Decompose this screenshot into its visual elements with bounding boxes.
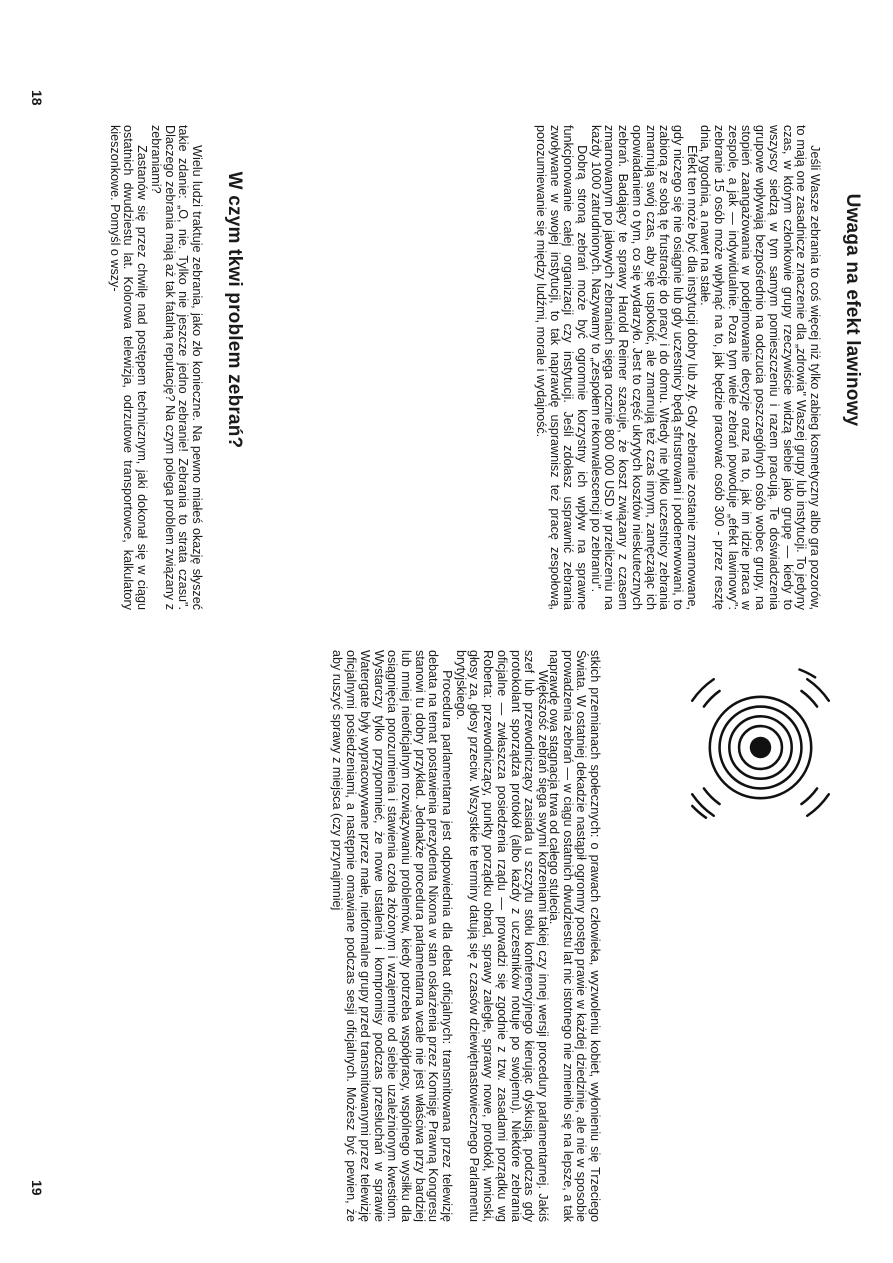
paragraph: Zastanów się przez chwilę nad postępem technicznym, jaki dokonał się w ciągu ostatnich dwudziestu lat. Kolorowa telewizja, odrzutowe transportowce, kalkulatory kieszonkowe. Pomyśl o wszy- (107, 125, 150, 610)
page-number: 19 (29, 1180, 45, 1196)
paragraph: Wielu ludzi traktuje zebrania, jako zło konieczne. Na pewno miałeś okazję słyszeć takie zdanie: „O, nie. Tylko nie jeszcze jedno zebranie! Zebrania to strata czasu". Dlaczego zebrania mają aż tak fatalną reputację? Na czym polega problem związany z zebraniami? (148, 125, 204, 610)
paragraph: stkich przemianach społecznych: o prawach człowieka, wyzwoleniu kobiet, wyłonieniu się Trzeciego Świata. W ostatniej dekadzie nastąpił ogromny postęp prawie w każdej dziedzinie, ale nie w sposobie prowadzenia zebrań — w ciągu ostatnich dwudziestu lat nic istotnego nie zmieniło się na lepsze, a tak naprawdę owa stagnacja trwa od całego stulecia. (546, 650, 602, 1222)
section-body-procedure (330, 650, 549, 1222)
paragraph: Efekt ten może być dla instytucji dobry lub zły. Gdy zebranie zostanie zmarnowane, gdy niczego się nie osiągnie lub gdy uczestnicy będą sfrustrowani i podenerwowani, to zabiorą ze sobą tę frustrację do pracy i do domu. Wtedy nie tylko uczestnicy zebrania zmarnują swój czas, aby się uspokoić, ale zmarnują też czas innym, zamęczając ich opowiadaniem o tym, co się wydarzyło. Jest to część ukrytych kosztów nieskutecznych zebrań. Badający te sprawy Harold Reimer szacuje, że koszt związany z czasem zmarnowanym po jałowych zebraniach sięga rocznie 800 000 USD w przeliczeniu na każdy 1000 zatrudnionych. Nazywamy to „zespołem rekonwalescencji po zebraniu". (588, 125, 699, 610)
section-title-problem: W czym tkwi problem zebrań? (224, 171, 245, 449)
paragraph: Większość zebrań sięga swymi korzeniami takiej czy innej wersji procedury parlamentarnej. Jakiś szef lub przewodniczący zasiada u szczytu stołu konferencyjnego kierując dyskusją, podczas gdy protokolant sporządza protokół (albo każdy z uczestników notuje po swojemu). Niektóre zebrania oficjalne — zwłaszcza posiedzenia rządu — prowadzi się zgodnie z tzw. zasadami porządku wg Roberta: przewodniczący, punkty porządku obrad, sprawy zaległe, sprawy nowe, protokół, wnioski, głosy za, głosy przeciw. Wszystkie te terminy datują się z czasów dziewiętnastowiecznego Parlamentu brytyjskiego. (453, 650, 550, 1222)
concentric-ripples-icon (663, 650, 858, 845)
paragraph: Dobrą stroną zebrań może być ogromnie korzystny ich wpływ na sprawne funkcjonowanie całej organizacji czy instytucji. Jeśli zdołasz usprawnić zebrania zwoływane w swojej instytucji, to tak naprawdę usprawnisz też pracę zespołową, porozumiewanie się między ludźmi, morale i wydajność. (533, 125, 590, 610)
section-body-problem (107, 125, 203, 610)
section-title-avalanche: Uwaga na efekt lawinowy (842, 193, 863, 427)
page-19 (0, 620, 893, 1263)
continued-paragraph (546, 650, 601, 1222)
page-number: 18 (29, 90, 45, 106)
page-18 (0, 0, 893, 620)
paragraph: Jeśli Wasze zebrania to coś więcej niż tylko zabieg kosmetyczny albo gra pozorów, to mają one zasadnicze znaczenie dla „zdrowia" Waszej grupy lub instytucji. To jedyny czas, w którym członkowie grupy rzeczywiście widzą siebie jako grupę — kiedy to wszyscy siedzą w tym samym pomieszczeniu i razem pracują. Te doświadczenia grupowe wpływają bezpośrednio na odczucia poszczególnych osób wobec grupy, na stopień zaangażowania w podejmowanie decyzje oraz na to, jak im idzie praca w zespole, a jak — indywidualnie. Poza tym wiele zebrań powoduje „efekt lawinowy": zebranie 15 osób może wpłynąć na to, jak będzie pracować osób 300 - przez resztę dnia, tygodnia, a nawet na stałe. (698, 125, 822, 610)
section-body-avalanche (533, 125, 821, 610)
paragraph: Procedura parlamentarna jest odpowiednia dla debat oficjalnych: transmitowana przez telewizję debata na temat postawienia prezydenta Nixona w stan oskarżenia przez Komisję Prawną Kongresu stanowi tu dobry przykład. Jednakże procedura parlamentarna wcale nie jest właściwa przy bardziej lub mniej nieoficjalnym rozwiązywaniu problemów, kiedy potrzeba współpracy, wspólnego wysiłku dla osiągnięcia porozumienia i stawienia czoła złożonym i wzajemnie od siebie uzależnionym kwestiom. Wystarczy tylko przypomnieć, że nowe ustalenia i kompromisy podczas przesłuchań w sprawie Watergate były wypracowywane przez małe, nieformalne grupy przed transmitowanymi przez telewizję oficjalnymi posiedzeniami, a następnie omawiane podczas sesji oficjalnych. Możesz być pewien, że aby ruszyć sprawy z miejsca (czy przynajmniej (330, 650, 455, 1222)
